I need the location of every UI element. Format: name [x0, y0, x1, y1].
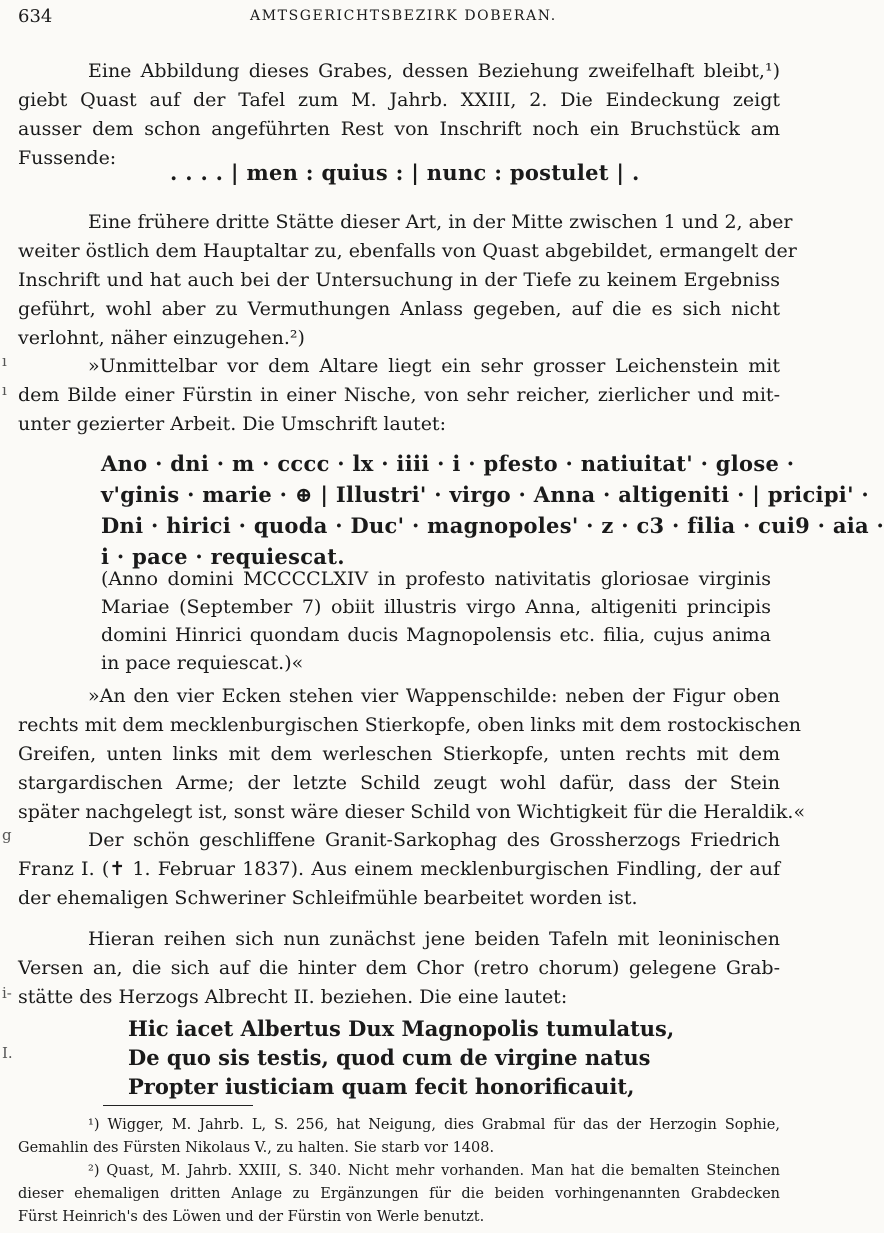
text-line: stargardischen Arme; der letzte Schild zeugt wohl dafür, dass der Stein — [18, 772, 780, 794]
text-line: in pace requiescat.)« — [101, 652, 304, 674]
text-line: »An den vier Ecken stehen vier Wappenschilde: neben der Figur oben — [88, 685, 780, 707]
text-line: »Unmittelbar vor dem Altare liegt ein sehr grosser Leichenstein mit — [88, 355, 780, 377]
text-line: (Anno domini MCCCCLXIV in profesto nativitatis gloriosae virginis — [101, 568, 771, 590]
text-line: Fussende: — [18, 147, 117, 169]
text-line: Franz I. (✝ 1. Februar 1837). Aus einem mecklenburgischen Findling, der auf — [18, 858, 780, 880]
text-line: Eine Abbildung dieses Grabes, dessen Beziehung zweifelhaft bleibt,¹) — [88, 60, 780, 82]
inscription-translation — [101, 565, 771, 677]
text-line: Der schön geschliffene Granit-Sarkophag des Grossherzogs Friedrich — [88, 829, 780, 851]
inscription-fragment: . . . . | men : quius : | nunc : postulet | . — [170, 160, 640, 185]
text-line: Greifen, unten links mit dem werleschen Stierkopfe, unten rechts mit dem — [18, 743, 780, 765]
inscription-line: Dni · hirici · quoda · Duc' · magnopoles' · z · c3 · filia · cui9 · aia · — [101, 513, 884, 538]
text-line: geführt, wohl aber zu Vermuthungen Anlass gegeben, auf die es sich nicht — [18, 298, 780, 320]
running-header — [18, 6, 778, 30]
margin-mark: ı — [2, 381, 7, 399]
footnote-line: dieser ehemaligen dritten Anlage zu Ergänzungen für die beiden vorhingenannten Grabdecken — [18, 1186, 780, 1202]
text-line: dem Bilde einer Fürstin in einer Nische, von sehr reicher, zierlicher und mit- — [18, 384, 780, 406]
footnote-line: Fürst Heinrich's des Löwen und der Fürstin von Werle benutzt. — [18, 1209, 485, 1225]
margin-mark: g — [2, 826, 12, 844]
text-line: rechts mit dem mecklenburgischen Stierkopfe, oben links mit dem rostockischen — [18, 714, 801, 736]
verse-line: Hic iacet Albertus Dux Magnopolis tumulatus, — [128, 1016, 675, 1041]
text-line: domini Hinrici quondam ducis Magnopolensis etc. filia, cujus anima — [101, 624, 771, 646]
margin-mark: i- — [2, 984, 12, 1002]
footnote-divider — [103, 1105, 253, 1106]
inscription-line: Ano · dni · m · cccc · lx · iiii · i · pfesto · natiuitat' · glose · — [101, 451, 795, 476]
footnote-line: ²) Quast, M. Jahrb. XXIII, S. 340. Nicht mehr vorhanden. Man hat die bemalten Steinchen — [88, 1163, 780, 1179]
inscription-line: i · pace · requiescat. — [101, 544, 345, 569]
text-line: der ehemaligen Schweriner Schleifmühle bearbeitet worden ist. — [18, 887, 638, 909]
text-line: ausser dem schon angeführten Rest von Inschrift noch ein Bruchstück am — [18, 118, 780, 140]
paragraph-4 — [18, 682, 806, 827]
verse-line: De quo sis testis, quod cum de virgine natus — [128, 1045, 651, 1070]
inscription-line: v'ginis · marie · ⊕ | Illustri' · virgo · Anna · altigeniti · | pricipi' · — [101, 482, 870, 507]
paragraph-3 — [18, 352, 780, 439]
text-line: unter gezierter Arbeit. Die Umschrift lautet: — [18, 413, 446, 435]
paragraph-5 — [18, 826, 780, 913]
paragraph-1 — [18, 57, 780, 173]
paragraph-6 — [18, 925, 780, 1012]
footnote-line: Gemahlin des Fürsten Nikolaus V., zu halten. Sie starb vor 1408. — [18, 1140, 495, 1156]
running-title: AMTSGERICHTSBEZIRK DOBERAN. — [250, 8, 557, 24]
footnote-line: ¹) Wigger, M. Jahrb. L, S. 256, hat Neigung, dies Grabmal für das der Herzogin Sophie, — [88, 1117, 780, 1133]
text-line: Eine frühere dritte Stätte dieser Art, in der Mitte zwischen 1 und 2, aber — [88, 211, 793, 233]
text-line: später nachgelegt ist, sonst wäre dieser Schild von Wichtigkeit für die Heraldik.« — [18, 801, 806, 823]
page-number: 634 — [18, 6, 53, 27]
text-line: verlohnt, näher einzugehen.²) — [18, 327, 305, 349]
margin-mark: ı — [2, 352, 7, 370]
text-line: giebt Quast auf der Tafel zum M. Jahrb. XXIII, 2. Die Eindeckung zeigt — [18, 89, 780, 111]
verse-line: Propter iusticiam quam fecit honorificauit, — [128, 1074, 635, 1099]
footnote-1 — [18, 1114, 780, 1160]
tombstone-inscription — [101, 448, 884, 572]
text-line: Mariae (September 7) obiit illustris virgo Anna, altigeniti principis — [101, 596, 771, 618]
text-line: Versen an, die sich auf die hinter dem Chor (retro chorum) gelegene Grab- — [18, 957, 780, 979]
paragraph-2 — [18, 208, 797, 353]
text-line: weiter östlich dem Hauptaltar zu, ebenfalls von Quast abgebildet, ermangelt der — [18, 240, 797, 262]
margin-mark: I. — [2, 1044, 13, 1062]
text-line: stätte des Herzogs Albrecht II. beziehen. Die eine lautet: — [18, 986, 568, 1008]
leonine-verse — [128, 1014, 674, 1101]
footnote-2 — [18, 1160, 780, 1229]
text-line: Inschrift und hat auch bei der Untersuchung in der Tiefe zu keinem Ergebniss — [18, 269, 780, 291]
text-line: Hieran reihen sich nun zunächst jene beiden Tafeln mit leoninischen — [88, 928, 780, 950]
